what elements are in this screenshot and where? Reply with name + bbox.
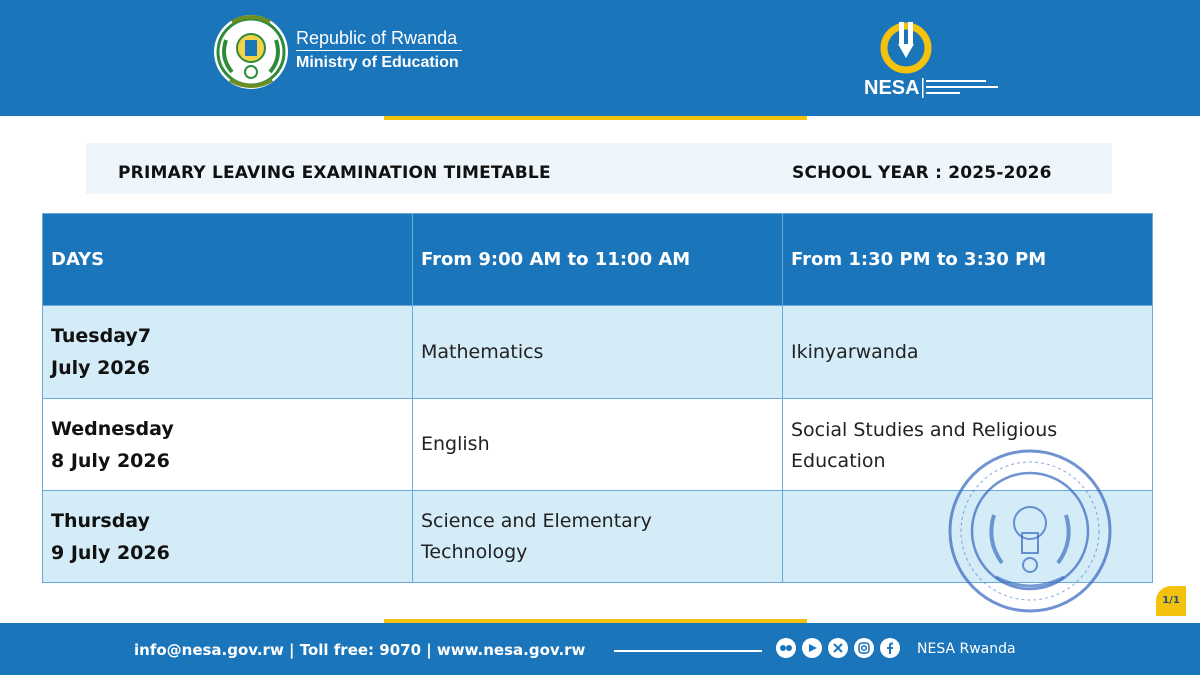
social-links [776, 638, 900, 658]
day-name: Tuesday7 [51, 325, 152, 347]
subject-line: Education [791, 450, 886, 472]
instagram-icon[interactable] [854, 638, 874, 658]
school-year-label: SCHOOL YEAR : 2025-2026 [792, 163, 1052, 183]
morning-subject-cell [412, 305, 783, 399]
official-seal-stamp-icon [944, 445, 1116, 617]
subject: Mathematics [421, 340, 544, 363]
youtube-icon[interactable] [802, 638, 822, 658]
header-days: DAYS [42, 213, 413, 306]
page-indicator: 1/1 [1156, 586, 1186, 616]
social-handle[interactable]: NESA Rwanda [917, 641, 1016, 657]
header-accent-line [384, 116, 807, 120]
x-icon[interactable] [828, 638, 848, 658]
day-name: Wednesday [51, 417, 174, 440]
header-morning: From 9:00 AM to 11:00 AM [412, 213, 783, 306]
nesa-logo-icon [862, 14, 1002, 104]
day-cell [42, 305, 413, 399]
day-date: July 2026 [51, 357, 150, 379]
contact-info[interactable]: info@nesa.gov.rw | Toll free: 9070 | www.nesa.gov.rw [134, 641, 586, 659]
facebook-icon[interactable] [880, 638, 900, 658]
ministry-branding [296, 28, 462, 72]
svg-text:NESA: NESA [864, 77, 920, 99]
ministry-divider [296, 50, 462, 51]
subject: English [421, 433, 490, 455]
header-afternoon: From 1:30 PM to 3:30 PM [782, 213, 1153, 306]
morning-subject-cell [412, 398, 783, 491]
footer-divider [614, 650, 762, 652]
flickr-icon[interactable] [776, 638, 796, 658]
subject-line: Technology [421, 540, 528, 563]
republic-label: Republic of Rwanda [296, 28, 458, 48]
timetable-title: PRIMARY LEAVING EXAMINATION TIMETABLE [118, 163, 551, 183]
subject-line: Science and Elementary [421, 509, 652, 532]
ministry-label: Ministry of Education [296, 54, 459, 71]
morning-subject-cell [412, 490, 783, 583]
day-cell [42, 398, 413, 491]
header-bar [0, 0, 1200, 116]
day-name: Thursday [51, 509, 150, 532]
rwanda-coat-of-arms-icon [212, 10, 290, 98]
subject-line: Social Studies and Religious [791, 419, 1058, 441]
day-date: 9 July 2026 [51, 541, 170, 564]
afternoon-subject-cell [782, 305, 1153, 399]
day-date: 8 July 2026 [51, 449, 170, 472]
day-cell [42, 490, 413, 583]
subject: Ikinyarwanda [791, 340, 919, 363]
